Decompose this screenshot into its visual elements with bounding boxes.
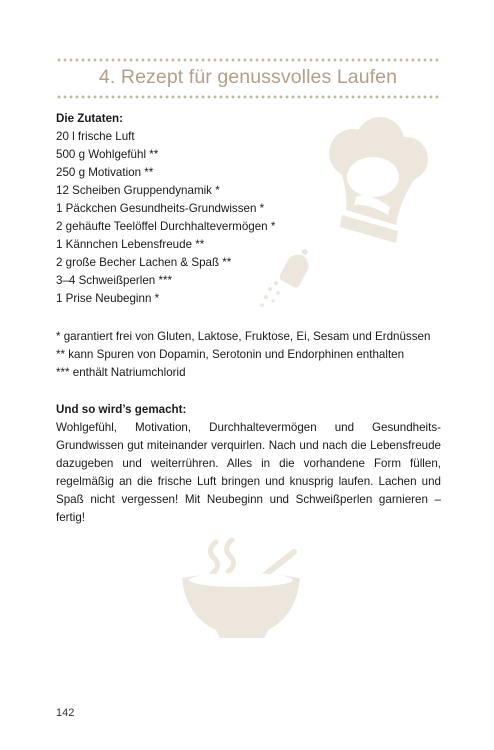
page-number: 142 xyxy=(56,707,75,719)
bowl-icon xyxy=(176,538,306,648)
bottom-dotted-rule xyxy=(56,95,440,99)
ingredient-item: 1 Päckchen Gesundheits-Grundwissen * xyxy=(56,202,265,215)
ingredient-item: 250 g Motivation ** xyxy=(56,166,154,179)
ingredient-item: 2 große Becher Lachen & Spaß ** xyxy=(56,256,232,269)
ingredients-block xyxy=(56,110,446,308)
ingredient-item: 20 l frische Luft xyxy=(56,130,135,143)
ingredient-item: 500 g Wohlgefühl ** xyxy=(56,148,159,161)
method-text: Wohlgefühl, Motivation, Durchhaltevermögen und Gesundheits-Grundwissen gut miteinander verquirlen. Nach und nach die Lebensfreude dazugeben und weiterrühren. Alles in die vorhandene Form füllen, regelmäßig an die frische Luft bringen und knusprig laufen. Lachen und Spaß nicht vergessen! Mit Neubeginn und Schweißperlen garnieren – fertig! xyxy=(56,421,441,524)
footnote: ** kann Spuren von Dopamin, Serotonin und Endorphinen enthalten xyxy=(56,348,405,361)
method-heading: Und so wird’s gemacht: xyxy=(56,403,187,416)
ingredients-heading: Die Zutaten: xyxy=(56,112,123,125)
page-title: 4. Rezept für genussvolles Laufen xyxy=(98,66,398,88)
ingredient-item: 12 Scheiben Gruppendynamik * xyxy=(56,184,220,197)
top-dotted-rule xyxy=(56,58,440,62)
ingredient-item: 1 Kännchen Lebensfreude ** xyxy=(56,238,205,251)
ingredient-item: 1 Prise Neubeginn * xyxy=(56,292,160,305)
footnotes-block xyxy=(56,328,446,382)
footnote: * garantiert frei von Gluten, Laktose, Fruktose, Ei, Sesam und Erdnüssen xyxy=(56,330,431,343)
ingredient-item: 3–4 Schweißperlen *** xyxy=(56,274,173,287)
ingredient-item: 2 gehäufte Teelöffel Durchhaltevermögen * xyxy=(56,220,276,233)
footnote: *** enthält Natriumchlorid xyxy=(56,366,186,379)
